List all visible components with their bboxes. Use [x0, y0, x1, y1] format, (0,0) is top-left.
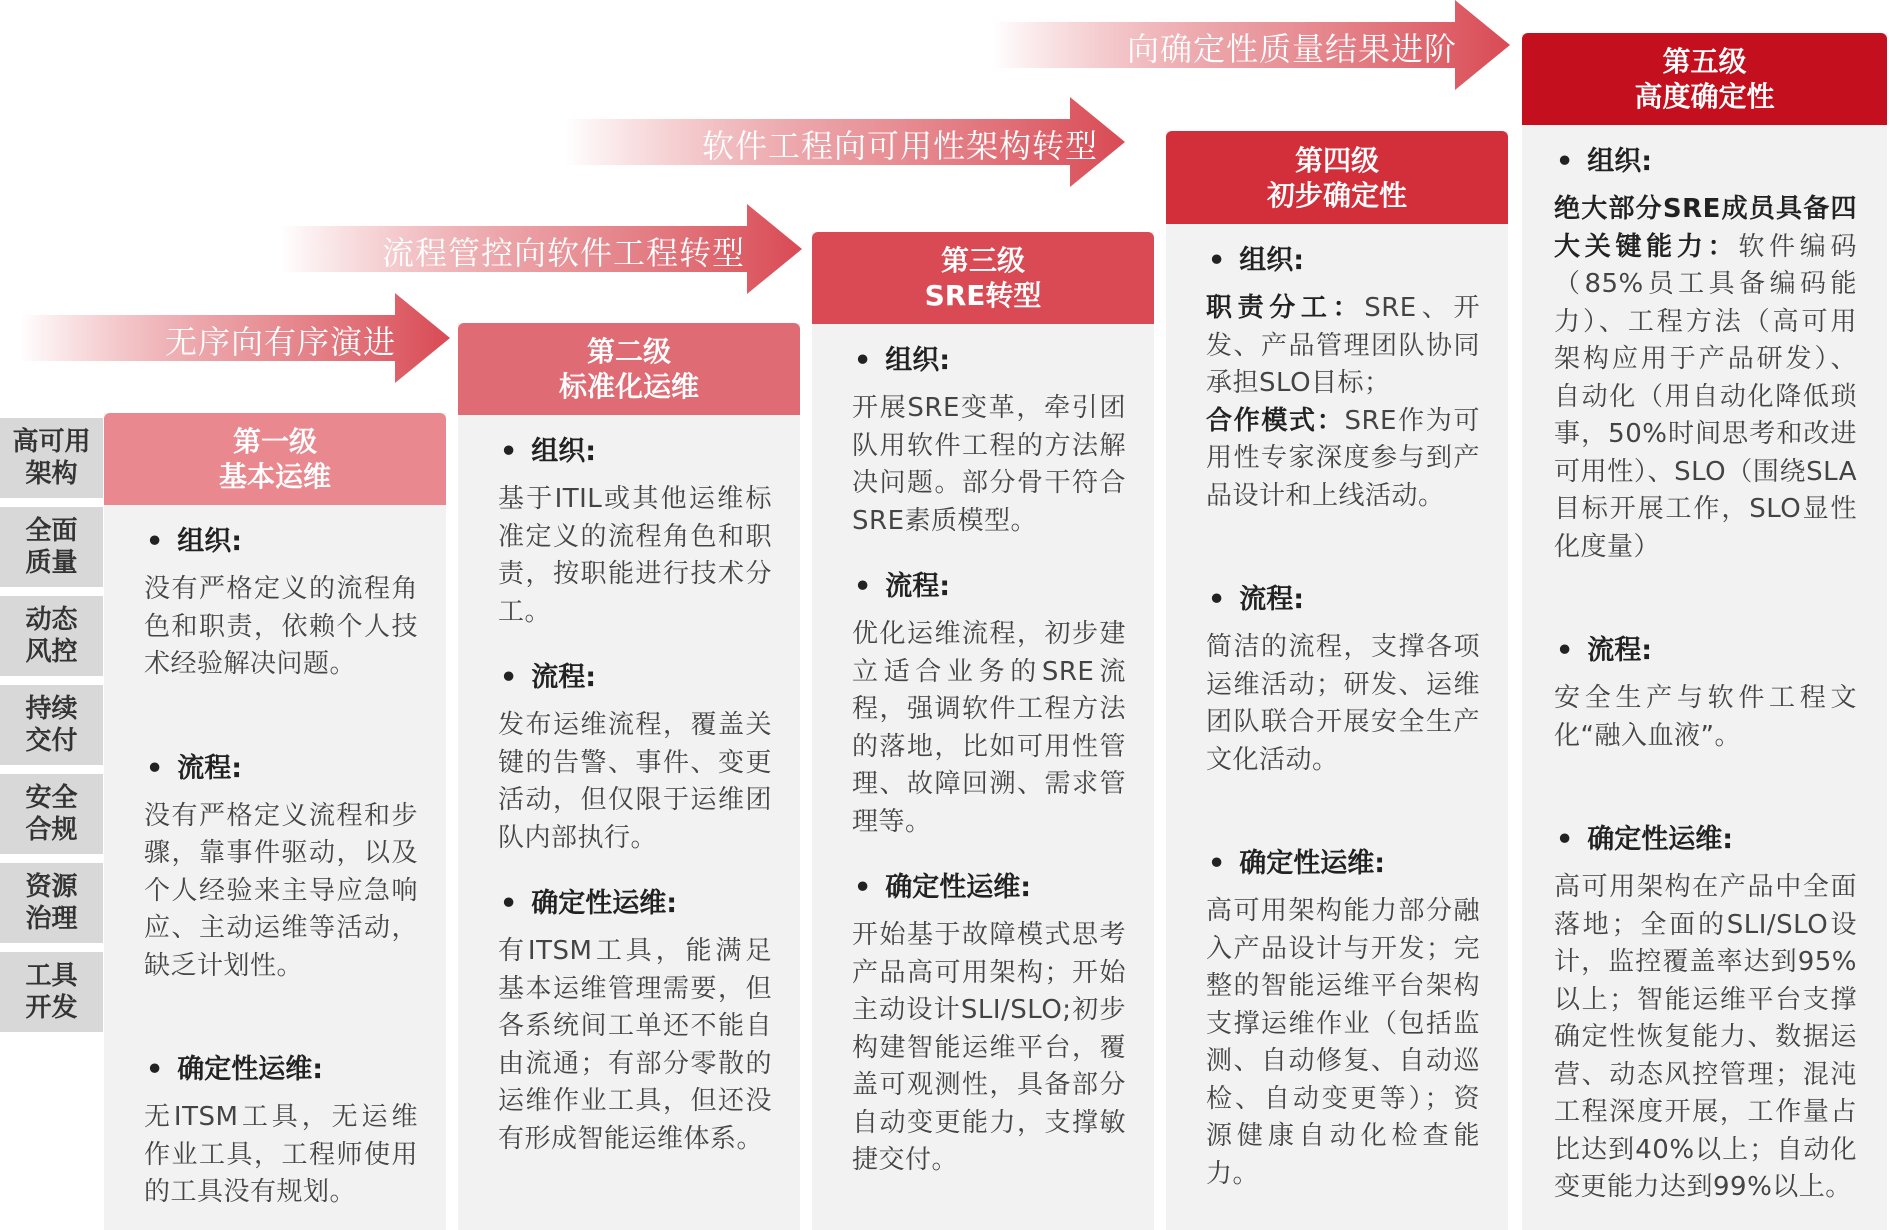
- section-text-process: 安全生产与软件工程文化“融入血液”。: [1554, 683, 1857, 751]
- level-5-header: 第五级 高度确定性: [1522, 33, 1887, 125]
- org-duty-text: SRE、开发、产品管理团队协同承担SLO目标；: [1206, 293, 1480, 398]
- section-text-deterministic: 无ITSM工具，无运维作业工具，工程师使用的工具没有规划。: [144, 1102, 418, 1207]
- section-title-deterministic: • 确定性运维:: [500, 888, 678, 919]
- section-title-deterministic: • 确定性运维:: [1556, 824, 1734, 855]
- section-title-text: 组织:: [1587, 146, 1653, 177]
- level-5-body: [1522, 125, 1887, 1207]
- section-title-process: • 流程:: [854, 571, 951, 602]
- transition-arrow-1: [20, 293, 450, 383]
- sidebar-item-compliance: [0, 774, 103, 854]
- section-title-text: 流程:: [531, 662, 597, 693]
- section-title-org: • 组织:: [1556, 146, 1653, 177]
- section-title-text: 确定性运维:: [531, 888, 678, 919]
- section-title-text: 确定性运维:: [1587, 824, 1734, 855]
- section-title-deterministic: • 确定性运维:: [146, 1054, 324, 1085]
- section-text-process: 优化运维流程，初步建立适合业务的SRE流程，强调软件工程方法的落地，比如可用性管理、故障回溯、需求管理等。: [852, 619, 1126, 837]
- level-3-header: 第三级 SRE转型: [812, 232, 1154, 324]
- level-2-column: [458, 323, 800, 1230]
- section-text-deterministic: 有ITSM工具，能满足基本运维管理需要，但各系统间工单还不能自由流通；有部分零散的运维作业工具，但还没有形成智能运维体系。: [498, 936, 772, 1154]
- section-title-text: 组织:: [885, 345, 951, 376]
- sidebar-label: 动态 风控: [25, 605, 78, 667]
- org-capability-label: 绝大部分SRE成员具备四大关键能力：: [1554, 194, 1857, 262]
- sidebar-item-delivery: [0, 685, 103, 765]
- section-title-deterministic: • 确定性运维:: [854, 872, 1032, 903]
- sidebar-label: 高可用 架构: [12, 427, 91, 489]
- section-title-org: • 组织:: [1208, 245, 1305, 276]
- level-4-header: 第四级 初步确定性: [1166, 131, 1508, 224]
- org-coop-label: 合作模式：: [1206, 405, 1345, 436]
- section-title-text: 确定性运维:: [885, 872, 1032, 903]
- level-1-header: 第一级 基本运维: [104, 413, 446, 505]
- section-title-text: 流程:: [885, 571, 951, 602]
- org-capability-text: 软件编码（85%员工具备编码能力）、工程方法（高可用架构应用于产品研发）、自动化（用自动化降低琐事，50%时间思考和改进可用性）、SLO（围绕SLA目标开展工作，SLO显性化度量）: [1554, 231, 1857, 562]
- arrow-label: 软件工程向可用性架构转型: [702, 127, 1099, 165]
- section-title-process: • 流程:: [146, 752, 243, 784]
- section-title-text: 流程:: [1239, 584, 1305, 615]
- arrow-label: 流程管控向软件工程转型: [382, 234, 746, 272]
- section-title-text: 流程:: [177, 752, 243, 784]
- level-3-column: [812, 232, 1154, 1230]
- section-text-org: [1554, 191, 1857, 566]
- sidebar-label: 资源 治理: [25, 872, 78, 934]
- level-2-body: [458, 415, 800, 1158]
- sidebar-item-risk-control: [0, 596, 103, 676]
- section-title-text: 流程:: [1587, 635, 1653, 666]
- level-4-body: [1166, 224, 1508, 1193]
- arrow-label: 无序向有序演进: [165, 323, 397, 361]
- level-1-column: [104, 413, 446, 1230]
- section-text-process: 没有严格定义流程和步骤，靠事件驱动，以及个人经验来主导应急响应、主动运维等活动，缺乏计划性。: [144, 800, 418, 981]
- level-3-body: [812, 324, 1154, 1180]
- section-text-org: 基于ITIL或其他运维标准定义的流程角色和职责，按职能进行技术分工。: [498, 484, 772, 627]
- sidebar-item-high-availability: [0, 418, 103, 498]
- transition-arrow-4: [992, 0, 1510, 90]
- level-1-body: [104, 505, 446, 1212]
- sidebar-label: 全面 质量: [25, 516, 78, 578]
- sidebar-label: 工具 开发: [25, 961, 78, 1023]
- section-title-org: • 组织:: [146, 526, 243, 557]
- sidebar-item-quality: [0, 507, 103, 587]
- section-title-text: 组织:: [1239, 245, 1305, 276]
- section-title-text: 组织:: [177, 526, 243, 557]
- section-title-text: 组织:: [531, 436, 597, 467]
- section-text-process: 简洁的流程，支撑各项运维活动；研发、运维团队联合开展安全生产文化活动。: [1206, 632, 1480, 775]
- section-text-deterministic: 开始基于故障模式思考产品高可用架构；开始主动设计SLI/SLO;初步构建智能运维平台，覆盖可观测性，具备部分自动变更能力，支撑敏捷交付。: [852, 920, 1126, 1175]
- section-title-process: • 流程:: [500, 662, 597, 693]
- section-title-text: 确定性运维:: [177, 1054, 324, 1085]
- section-text-deterministic: 高可用架构能力部分融入产品设计与开发；完整的智能运维平台架构支撑运维作业（包括监测、自动修复、自动巡检、自动变更等）；资源健康自动化检查能力。: [1206, 896, 1480, 1189]
- section-title-org: • 组织:: [854, 345, 951, 376]
- org-duty-label: 职责分工：: [1206, 293, 1365, 323]
- level-2-header: 第二级 标准化运维: [458, 323, 800, 415]
- section-text-deterministic: 高可用架构在产品中全面落地；全面的SLI/SLO设计，监控覆盖率达到95%以上；智能运维平台支撑确定性恢复能力、数据运营、动态风控管理；混沌工程深度开展，工作量占比达到40%以上；自动化变更能力达到99%以上。: [1554, 872, 1857, 1202]
- section-title-org: • 组织:: [500, 436, 597, 467]
- section-title-text: 确定性运维:: [1239, 848, 1386, 879]
- section-text-org: 没有严格定义的流程角色和职责，依赖个人技术经验解决问题。: [144, 574, 418, 679]
- arrow-label: 向确定性质量结果进阶: [1127, 30, 1458, 68]
- section-text-process: 发布运维流程，覆盖关键的告警、事件、变更活动，但仅限于运维团队内部执行。: [498, 710, 772, 853]
- section-title-deterministic: • 确定性运维:: [1208, 848, 1386, 879]
- sidebar-item-tools: [0, 952, 103, 1032]
- level-4-column: [1166, 131, 1508, 1230]
- transition-arrow-2: [280, 204, 802, 294]
- sidebar-label: 安全 合规: [25, 783, 78, 845]
- section-title-process: • 流程:: [1556, 635, 1653, 666]
- section-title-process: • 流程:: [1208, 584, 1305, 615]
- sidebar-label: 持续 交付: [25, 694, 78, 756]
- org-coop-text: SRE作为可用性专家深度参与到产品设计和上线活动。: [1206, 405, 1480, 511]
- level-5-column: [1522, 33, 1887, 1230]
- section-text-org: [1206, 290, 1480, 515]
- transition-arrow-3: [565, 97, 1125, 187]
- sidebar-item-resource: [0, 863, 103, 943]
- section-text-org: 开展SRE变革，牵引团队用软件工程的方法解决问题。部分骨干符合SRE素质模型。: [852, 393, 1126, 536]
